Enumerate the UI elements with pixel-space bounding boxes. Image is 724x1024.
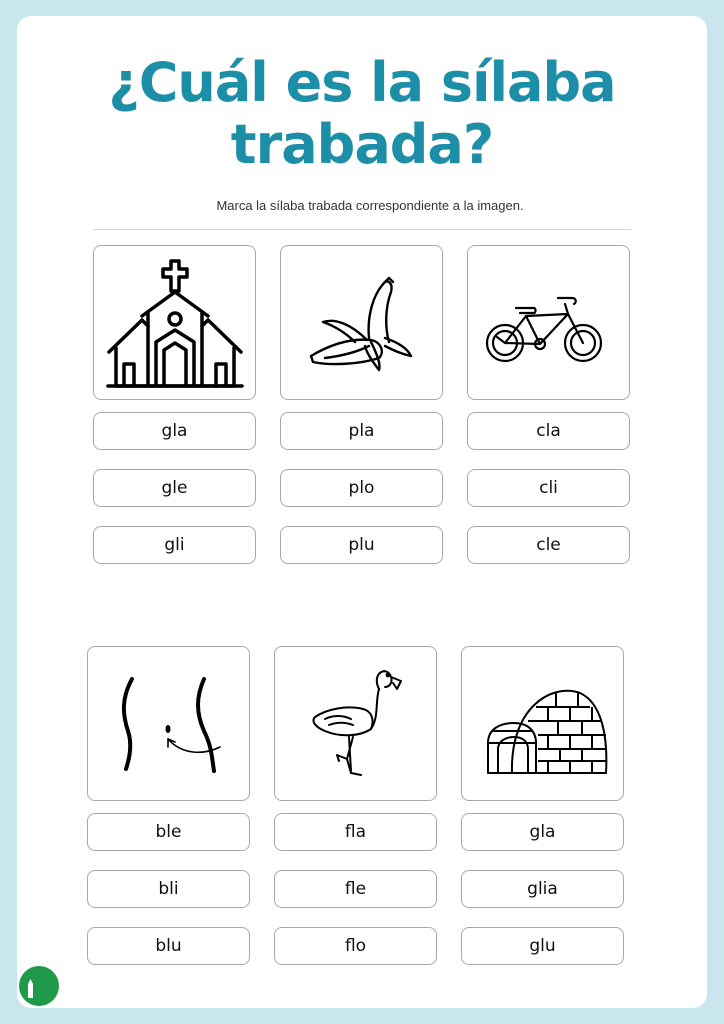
- option-4-1[interactable]: ble: [87, 813, 250, 851]
- option-1-1[interactable]: gla: [93, 412, 256, 450]
- option-6-3[interactable]: glu: [461, 927, 624, 965]
- flamingo-icon: [275, 647, 438, 802]
- instruction-text: Marca la sílaba trabada correspondiente a la imagen.: [216, 198, 524, 213]
- banana-icon: [281, 246, 444, 401]
- brand-logo: [19, 966, 59, 1006]
- option-5-1[interactable]: fla: [274, 813, 437, 851]
- belly-icon: [88, 647, 251, 802]
- option-6-1[interactable]: gla: [461, 813, 624, 851]
- picture-card-banana: [280, 245, 443, 400]
- picture-card-flamingo: [274, 646, 437, 801]
- picture-card-church: [93, 245, 256, 400]
- title-line-1: ¿Cuál es la sílaba: [108, 51, 616, 114]
- option-3-2[interactable]: cli: [467, 469, 630, 507]
- picture-card-belly: [87, 646, 250, 801]
- pencil-icon: [19, 966, 59, 1006]
- option-3-3[interactable]: cle: [467, 526, 630, 564]
- option-1-2[interactable]: gle: [93, 469, 256, 507]
- church-icon: [94, 246, 257, 401]
- option-2-1[interactable]: pla: [280, 412, 443, 450]
- page-title: [0, 52, 724, 176]
- option-6-2[interactable]: glia: [461, 870, 624, 908]
- option-2-3[interactable]: plu: [280, 526, 443, 564]
- picture-card-bicycle: [467, 245, 630, 400]
- divider: [93, 229, 631, 230]
- igloo-icon: [462, 647, 625, 802]
- option-4-3[interactable]: blu: [87, 927, 250, 965]
- option-5-2[interactable]: fle: [274, 870, 437, 908]
- option-4-2[interactable]: bli: [87, 870, 250, 908]
- picture-card-igloo: [461, 646, 624, 801]
- title-line-2: trabada?: [230, 113, 494, 176]
- option-1-3[interactable]: gli: [93, 526, 256, 564]
- option-3-1[interactable]: cla: [467, 412, 630, 450]
- option-5-3[interactable]: flo: [274, 927, 437, 965]
- bicycle-icon: [468, 246, 631, 401]
- option-2-2[interactable]: plo: [280, 469, 443, 507]
